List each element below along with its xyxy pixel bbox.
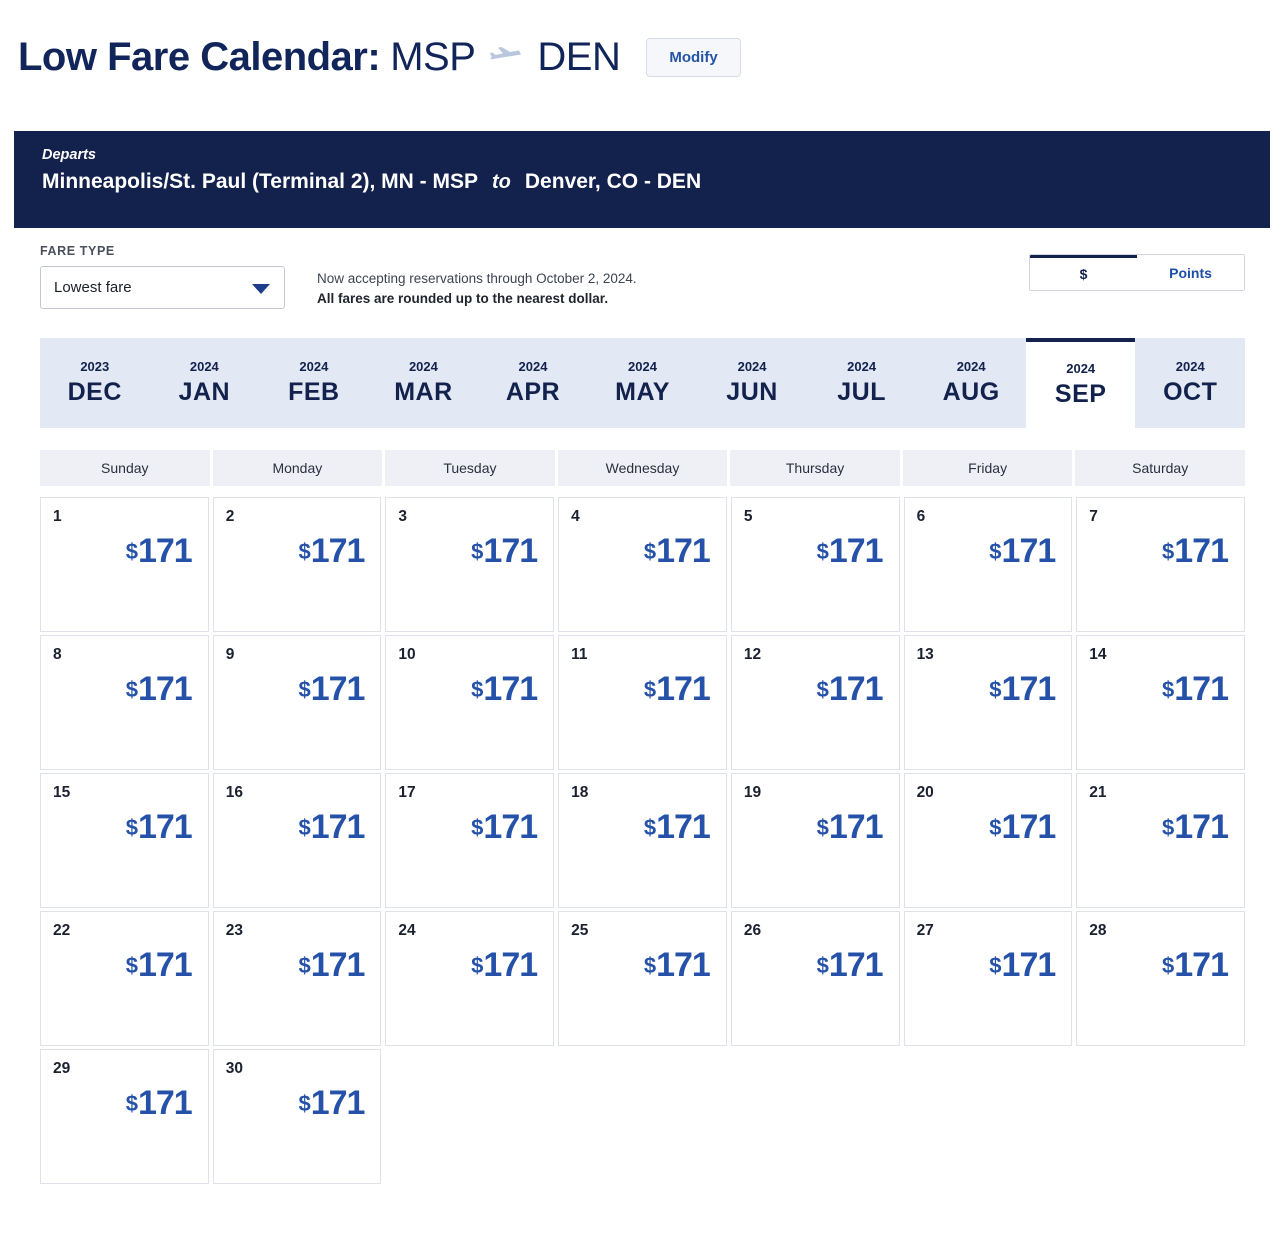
fare-price <box>817 946 883 985</box>
fare-price <box>989 946 1055 985</box>
fare-price <box>298 808 364 847</box>
month-tab-year: 2024 <box>518 359 548 374</box>
fare-price <box>644 670 710 709</box>
calendar-empty-cell <box>558 1049 727 1184</box>
currency-symbol: $ <box>298 1091 310 1116</box>
month-tab-may[interactable] <box>588 338 698 428</box>
day-number: 26 <box>743 922 762 939</box>
month-tab-jul[interactable] <box>807 338 917 428</box>
day-number: 18 <box>571 784 589 801</box>
fare-amount: 171 <box>310 946 365 984</box>
calendar-day-cell[interactable] <box>1076 635 1245 770</box>
month-tab-month: JUL <box>837 378 886 406</box>
month-tab-apr[interactable] <box>478 338 588 428</box>
fare-price <box>989 808 1055 847</box>
fare-price <box>644 532 710 571</box>
day-number: 1 <box>53 508 62 525</box>
weekday-header-friday: Friday <box>903 450 1073 486</box>
currency-symbol: $ <box>125 677 137 702</box>
currency-symbol: $ <box>816 677 828 702</box>
month-tab-aug[interactable] <box>916 338 1026 428</box>
weekday-header-row <box>40 450 1245 486</box>
fare-amount: 171 <box>483 808 538 846</box>
calendar-day-cell[interactable] <box>904 773 1073 908</box>
fare-amount: 171 <box>828 532 883 570</box>
fare-price <box>126 670 192 709</box>
currency-symbol: $ <box>816 953 828 978</box>
fare-amount: 171 <box>310 670 365 708</box>
day-number: 9 <box>225 646 235 663</box>
month-tab-dec[interactable] <box>40 338 150 428</box>
fare-amount: 171 <box>656 670 710 708</box>
day-number: 17 <box>398 784 416 801</box>
fare-price <box>126 808 192 847</box>
banner-origin: Minneapolis/St. Paul (Terminal 2), MN - MSP <box>42 170 478 193</box>
calendar-day-cell[interactable] <box>1076 773 1245 908</box>
day-number: 24 <box>398 922 416 939</box>
fare-price <box>644 808 710 847</box>
day-number: 7 <box>1089 508 1098 525</box>
month-tab-year: 2024 <box>1175 359 1205 374</box>
calendar-day-cell[interactable] <box>213 773 382 908</box>
month-tab-jun[interactable] <box>697 338 807 428</box>
fare-amount: 171 <box>483 532 538 570</box>
currency-symbol: $ <box>989 539 1001 564</box>
currency-symbol: $ <box>125 815 137 840</box>
calendar-day-cell[interactable] <box>40 911 209 1046</box>
month-tab-year: 2024 <box>628 359 657 374</box>
banner-to-label: to <box>492 171 511 193</box>
weekday-header-saturday: Saturday <box>1075 450 1245 486</box>
calendar-day-cell[interactable] <box>385 911 554 1046</box>
calendar-day-cell[interactable] <box>40 773 209 908</box>
calendar-day-cell[interactable] <box>385 497 554 632</box>
fare-amount: 171 <box>1001 808 1056 846</box>
calendar-day-cell[interactable] <box>904 497 1073 632</box>
month-tab-month: MAR <box>394 378 453 406</box>
fare-amount: 171 <box>1001 946 1056 984</box>
month-tab-year: 2023 <box>80 359 110 374</box>
calendar-day-cell[interactable] <box>558 911 727 1046</box>
currency-toggle[interactable] <box>1029 254 1245 291</box>
month-tab-year: 2024 <box>299 359 329 374</box>
day-number: 22 <box>53 922 71 939</box>
fare-price <box>1162 808 1228 847</box>
currency-symbol: $ <box>1162 815 1174 840</box>
fare-price <box>989 532 1055 571</box>
day-number: 21 <box>1089 784 1107 801</box>
fare-amount: 171 <box>310 1084 365 1122</box>
fare-amount: 171 <box>483 670 538 708</box>
calendar-day-cell[interactable] <box>731 773 900 908</box>
fare-amount: 171 <box>310 532 365 570</box>
month-tab-month: AUG <box>942 378 1000 406</box>
fare-amount: 171 <box>828 670 883 708</box>
day-number: 5 <box>743 508 753 525</box>
currency-symbol: $ <box>816 539 828 564</box>
fare-price <box>298 1084 364 1123</box>
currency-symbol: $ <box>1162 677 1174 702</box>
calendar-empty-cell <box>731 1049 900 1184</box>
currency-symbol: $ <box>471 539 483 564</box>
calendar-day-cell[interactable] <box>1076 911 1245 1046</box>
month-tab-year: 2024 <box>408 359 438 374</box>
fare-amount: 171 <box>137 946 192 984</box>
calendar-day-cell[interactable] <box>731 911 900 1046</box>
fare-type-label: FARE TYPE <box>40 244 115 258</box>
destination-code: DEN <box>537 34 621 79</box>
calendar-day-cell[interactable] <box>558 497 727 632</box>
fare-type-section <box>40 244 1245 310</box>
toggle-dollars[interactable]: $ <box>1030 255 1137 290</box>
weekday-header-wednesday: Wednesday <box>558 450 728 486</box>
fare-amount: 171 <box>137 1084 192 1122</box>
currency-symbol: $ <box>471 815 483 840</box>
fare-amount: 171 <box>1174 532 1228 570</box>
calendar-day-cell[interactable] <box>213 911 382 1046</box>
month-tab-month: OCT <box>1163 378 1218 406</box>
fare-amount: 171 <box>137 808 192 846</box>
calendar-day-cell[interactable] <box>385 635 554 770</box>
fare-price <box>817 808 883 847</box>
fare-amount: 171 <box>1001 670 1056 708</box>
day-number: 2 <box>225 508 235 525</box>
month-tab-month: FEB <box>288 378 340 406</box>
fare-amount: 171 <box>828 946 883 984</box>
weekday-header-monday: Monday <box>213 450 383 486</box>
chevron-down-icon <box>252 284 270 294</box>
fare-amount: 171 <box>656 532 710 570</box>
modify-button[interactable]: Modify <box>646 38 740 77</box>
reservation-note: Now accepting reservations through October 2, 2024. <box>317 271 637 286</box>
fare-amount: 171 <box>1174 670 1228 708</box>
day-number: 23 <box>225 922 243 939</box>
currency-symbol: $ <box>471 677 483 702</box>
currency-symbol: $ <box>989 677 1001 702</box>
calendar-grid <box>40 497 1245 1184</box>
month-tab-year: 2024 <box>847 359 877 374</box>
day-number: 29 <box>53 1060 71 1077</box>
fare-price <box>471 946 537 985</box>
day-number: 27 <box>916 922 934 939</box>
fare-price <box>817 670 883 709</box>
currency-symbol: $ <box>471 953 483 978</box>
currency-symbol: $ <box>643 815 656 840</box>
banner-destination: Denver, CO - DEN <box>524 170 702 193</box>
day-number: 10 <box>398 646 416 663</box>
toggle-points[interactable]: Points <box>1137 255 1244 290</box>
weekday-header-tuesday: Tuesday <box>385 450 555 486</box>
calendar-day-cell[interactable] <box>558 635 727 770</box>
calendar-day-cell[interactable] <box>213 497 382 632</box>
month-tab-year: 2024 <box>737 359 767 374</box>
month-tab-jan[interactable] <box>150 338 260 428</box>
currency-symbol: $ <box>298 953 310 978</box>
fare-amount: 171 <box>828 808 883 846</box>
month-tab-mar[interactable] <box>369 338 479 428</box>
fare-price <box>1162 670 1228 709</box>
month-tab-month: JUN <box>726 378 778 406</box>
fare-price <box>644 946 710 985</box>
day-number: 11 <box>571 646 588 663</box>
currency-symbol: $ <box>125 1091 137 1116</box>
currency-symbol: $ <box>643 677 656 702</box>
day-number: 13 <box>916 646 934 663</box>
fare-price <box>817 532 883 571</box>
calendar-day-cell[interactable] <box>40 1049 209 1184</box>
calendar-day-cell[interactable] <box>40 497 209 632</box>
airplane-icon <box>489 46 523 68</box>
day-number: 3 <box>398 508 408 525</box>
month-tab-year: 2024 <box>1066 361 1096 376</box>
page-title-row <box>0 0 1284 92</box>
fare-amount: 171 <box>1001 532 1056 570</box>
weekday-header-sunday: Sunday <box>40 450 210 486</box>
calendar-empty-cell <box>904 1049 1073 1184</box>
route-summary <box>42 170 1270 194</box>
currency-symbol: $ <box>125 539 137 564</box>
calendar-day-cell[interactable] <box>213 635 382 770</box>
fare-amount: 171 <box>656 946 710 984</box>
day-number: 25 <box>571 922 589 939</box>
fare-price <box>298 946 364 985</box>
calendar-day-cell[interactable] <box>904 911 1073 1046</box>
calendar-day-cell[interactable] <box>731 497 900 632</box>
fare-type-select[interactable] <box>40 266 285 309</box>
month-tab-month: MAY <box>615 378 670 406</box>
page-title: Low Fare Calendar: <box>18 34 381 79</box>
fare-amount: 171 <box>483 946 538 984</box>
currency-symbol: $ <box>816 815 828 840</box>
weekday-header-thursday: Thursday <box>730 450 900 486</box>
calendar-day-cell[interactable] <box>213 1049 382 1184</box>
calendar-day-cell[interactable] <box>558 773 727 908</box>
fare-controls-row <box>40 266 1245 310</box>
month-tab-month: SEP <box>1054 380 1107 408</box>
fare-price <box>989 670 1055 709</box>
day-number: 20 <box>916 784 934 801</box>
day-number: 14 <box>1089 646 1107 663</box>
fare-amount: 171 <box>310 808 365 846</box>
day-number: 16 <box>225 784 243 801</box>
day-number: 28 <box>1089 922 1107 939</box>
fare-price <box>298 532 364 571</box>
month-tab-month: DEC <box>67 378 122 406</box>
month-tab-sep[interactable] <box>1026 338 1136 428</box>
fare-price <box>1162 946 1228 985</box>
calendar-day-cell[interactable] <box>385 773 554 908</box>
day-number: 30 <box>225 1060 243 1077</box>
day-number: 15 <box>53 784 71 801</box>
calendar-day-cell[interactable] <box>731 635 900 770</box>
currency-symbol: $ <box>125 953 137 978</box>
fare-price <box>1162 532 1228 571</box>
fare-price <box>471 532 537 571</box>
fare-type-selected-value: Lowest fare <box>54 279 132 296</box>
day-number: 19 <box>743 784 762 801</box>
currency-symbol: $ <box>1162 953 1174 978</box>
departs-label: Departs <box>42 147 96 163</box>
day-number: 12 <box>743 646 762 663</box>
fare-amount: 171 <box>1174 946 1228 984</box>
month-tab-feb[interactable] <box>259 338 369 428</box>
fare-price <box>126 1084 192 1123</box>
month-tab-oct[interactable] <box>1135 338 1245 428</box>
currency-symbol: $ <box>298 539 310 564</box>
fare-price <box>126 532 192 571</box>
fare-price <box>126 946 192 985</box>
currency-symbol: $ <box>298 815 310 840</box>
currency-symbol: $ <box>298 677 310 702</box>
currency-symbol: $ <box>1162 539 1174 564</box>
calendar-empty-cell <box>1076 1049 1245 1184</box>
calendar-day-cell[interactable] <box>1076 497 1245 632</box>
fare-notes <box>317 266 637 310</box>
fare-amount: 171 <box>1174 808 1228 846</box>
calendar-day-cell[interactable] <box>904 635 1073 770</box>
day-number: 6 <box>916 508 926 525</box>
fare-amount: 171 <box>137 670 192 708</box>
calendar-empty-cell <box>385 1049 554 1184</box>
month-tab-month: JAN <box>178 378 231 406</box>
day-number: 8 <box>53 646 62 663</box>
currency-symbol: $ <box>643 539 656 564</box>
fare-price <box>471 808 537 847</box>
origin-code: MSP <box>390 34 476 79</box>
day-number: 4 <box>571 508 580 525</box>
departs-banner <box>14 131 1270 228</box>
month-tab-year: 2024 <box>956 359 986 374</box>
rounding-note: All fares are rounded up to the nearest dollar. <box>317 291 609 307</box>
month-tabs[interactable] <box>40 338 1245 428</box>
currency-symbol: $ <box>989 815 1001 840</box>
fare-amount: 171 <box>137 532 192 570</box>
month-tab-month: APR <box>505 378 561 406</box>
fare-price <box>298 670 364 709</box>
calendar-day-cell[interactable] <box>40 635 209 770</box>
fare-price <box>471 670 537 709</box>
month-tab-year: 2024 <box>189 359 219 374</box>
currency-symbol: $ <box>989 953 1001 978</box>
currency-symbol: $ <box>643 953 656 978</box>
fare-amount: 171 <box>656 808 710 846</box>
